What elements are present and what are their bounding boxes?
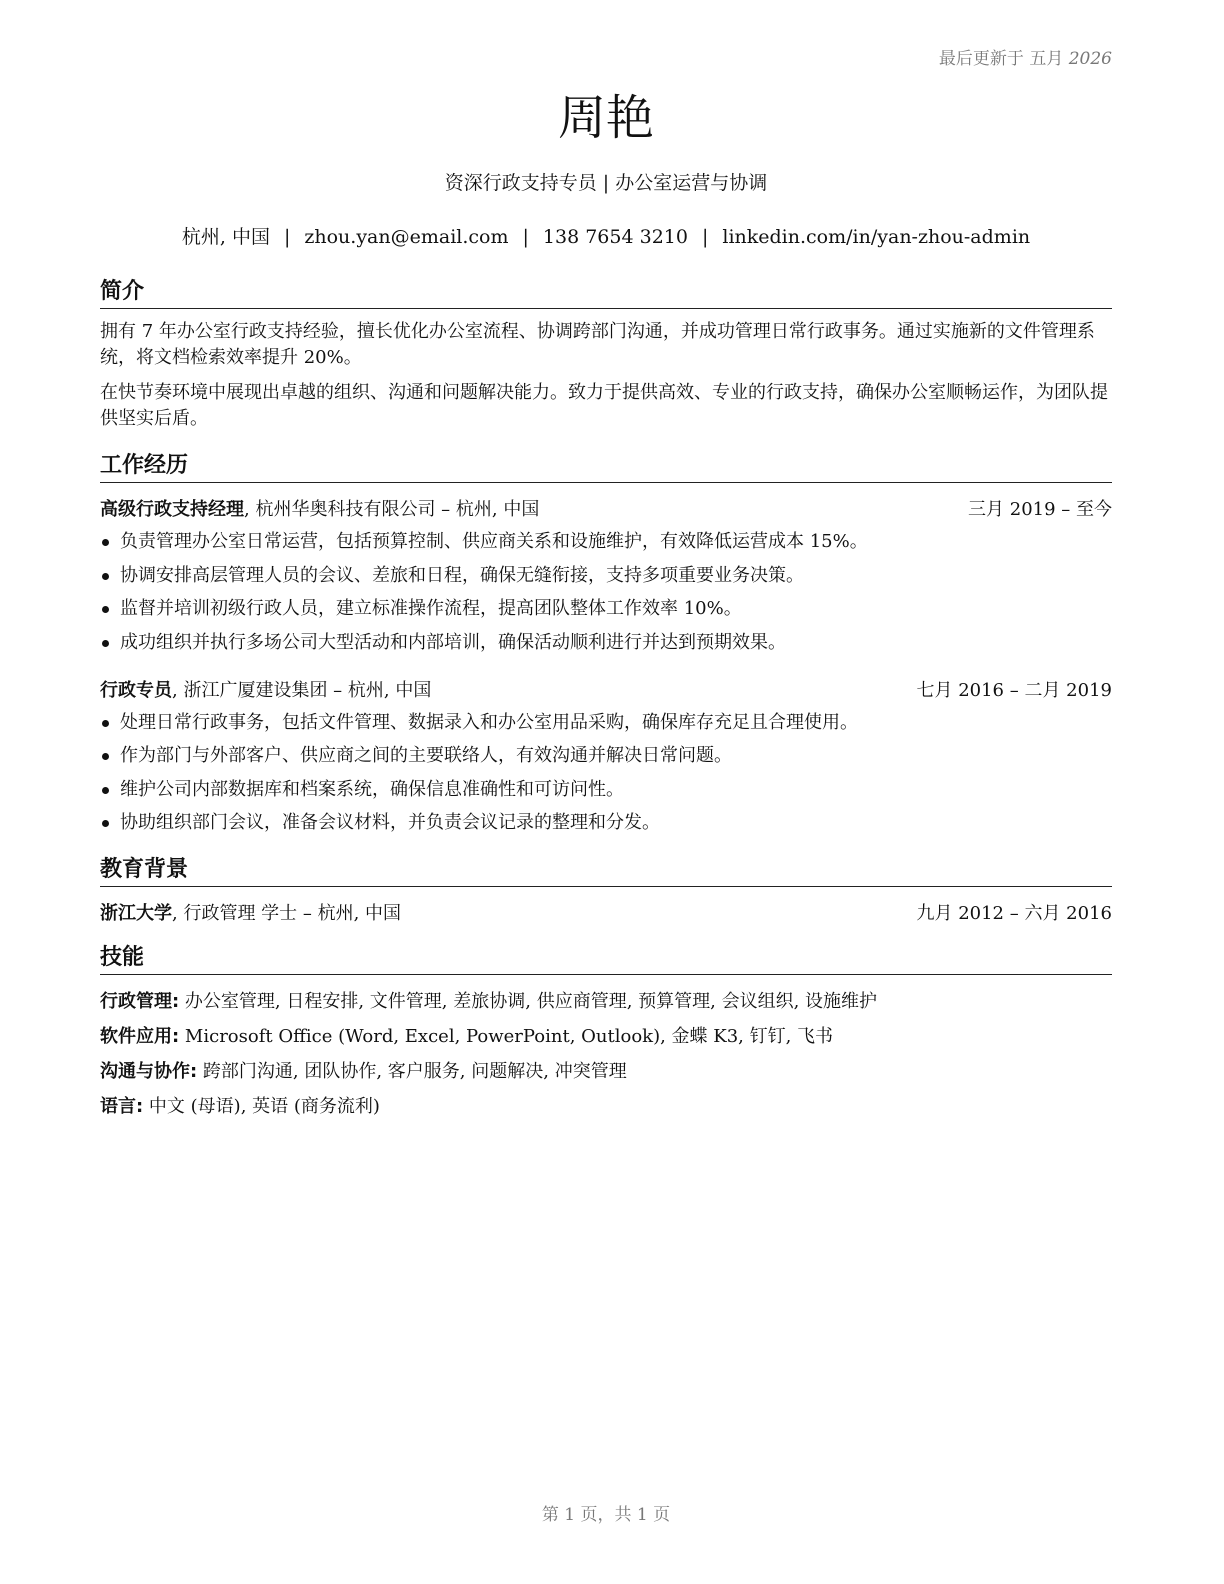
job-bullet-text: 协助组织部门会议，准备会议材料，并负责会议记录的整理和分发。 [120,812,660,833]
job-bullet [100,596,1112,622]
last-updated [939,44,1112,69]
job-bullet [100,743,1112,769]
bullet-icon [102,640,109,647]
summary-paragraph: 拥有 7 年办公室行政支持经验，擅长优化办公室流程、协调跨部门沟通，并成功管理日常行政事务。通过实施新的文件管理系统，将文档检索效率提升 20%。 [100,321,1095,368]
job-title: 高级行政支持经理 [100,499,244,520]
job-dates: 三月 2019 – 至今 [968,499,1112,520]
bullet-icon [102,753,109,760]
job-bullet [100,630,1112,656]
contact-line [100,224,1112,250]
contact-separator: | [283,226,291,248]
job-bullet [100,563,1112,589]
education-entry [100,901,1112,927]
summary-paragraph: 在快节奏环境中展现出卓越的组织、沟通和问题解决能力。致力于提供高效、专业的行政支持，确保办公室顺畅运作，为团队提供坚实后盾。 [100,382,1108,429]
contact-separator: | [522,226,529,248]
job-bullet [100,777,1112,803]
contact-separator: | [701,226,709,248]
job-bullet-text: 成功组织并执行多场公司大型活动和内部培训，确保活动顺利进行并达到预期效果。 [120,631,786,653]
skill-label: 软件应用: [100,1026,180,1047]
job-bullet-text: 协调安排高层管理人员的会议、差旅和日程，确保无缝衔接，支持多项重要业务决策。 [120,564,804,586]
contact-linkedin[interactable]: linkedin.com/in/yan-zhou-admin [722,226,1031,248]
skill-row [100,1024,1112,1050]
headline: 资深行政支持专员 | 办公室运营与协调 [444,172,768,194]
job-header [100,497,1112,523]
job-bullet [100,810,1112,836]
contact-phone: 138 7654 3210 [542,226,688,248]
bullet-icon [102,573,109,580]
skill-row [100,1094,1112,1120]
contact-email[interactable]: zhou.yan@email.com [304,226,509,248]
section-title-summary: 简介 [100,278,1112,309]
bullet-icon [102,820,109,827]
job-bullets [100,710,1112,837]
bullet-icon [102,606,109,613]
skill-row [100,1059,1112,1085]
skill-label: 语言: [100,1096,144,1117]
last-updated-year: 2026 [1068,49,1112,69]
section-title-experience: 工作经历 [100,452,1112,483]
education-dates: 九月 2012 – 六月 2016 [916,903,1112,924]
job-bullet-text: 监督并培训初级行政人员，建立标准操作流程，提高团队整体工作效率 10%。 [120,598,742,619]
skill-label: 沟通与协作: [100,1061,198,1082]
job-bullet-text: 维护公司内部数据库和档案系统，确保信息准确性和可访问性。 [120,778,624,800]
job-bullet-text: 处理日常行政事务，包括文件管理、数据录入和办公室用品采购，确保库存充足且合理使用。 [120,711,858,733]
job-title: 行政专员 [100,679,172,701]
skill-value: 跨部门沟通, 团队协作, 客户服务, 问题解决, 冲突管理 [197,1061,627,1082]
education-section [100,856,1112,927]
section-title-education: 教育背景 [100,856,1112,887]
job-bullet-text: 作为部门与外部客户、供应商之间的主要联络人，有效沟通并解决日常问题。 [120,745,732,766]
candidate-name: 周艳 [557,90,654,146]
job-bullet [100,710,1112,736]
job-bullet [100,529,1112,555]
education-school: 浙江大学 [100,903,172,924]
skills-section [100,944,1112,1120]
job-entry [100,678,1112,837]
job-bullets [100,529,1112,656]
experience-section [100,452,1112,844]
job-entry [100,497,1112,656]
summary-section [100,278,1112,432]
skill-value: Microsoft Office (Word, Excel, PowerPoint, Outlook), 金蝶 K3, 钉钉, 飞书 [179,1026,834,1047]
education-detail: , 行政管理 学士 – 杭州, 中国 [172,903,402,924]
last-updated-label: 最后更新于 五月 [938,49,1064,69]
section-title-skills: 技能 [100,944,1112,975]
job-bullet-text: 负责管理办公室日常运营，包括预算控制、供应商关系和设施维护，有效降低运营成本 15%。 [120,531,868,552]
bullet-icon [102,539,109,546]
job-company: , 杭州华奥科技有限公司 – 杭州, 中国 [244,499,540,520]
skill-value: 办公室管理, 日程安排, 文件管理, 差旅协调, 供应商管理, 预算管理, 会议组织, 设施维护 [179,991,878,1012]
page-footer: 第 1 页，共 1 页 [541,1505,671,1525]
skill-label: 行政管理: [100,991,180,1012]
skill-value: 中文 (母语), 英语 (商务流利) [143,1096,380,1117]
resume-page [100,0,1112,1584]
bullet-icon [102,787,109,794]
bullet-icon [102,720,109,727]
skill-row [100,989,1112,1015]
job-company: , 浙江广厦建设集团 – 杭州, 中国 [172,679,432,701]
contact-location: 杭州, 中国 [181,226,270,248]
job-header [100,678,1112,704]
job-dates: 七月 2016 – 二月 2019 [916,679,1112,701]
